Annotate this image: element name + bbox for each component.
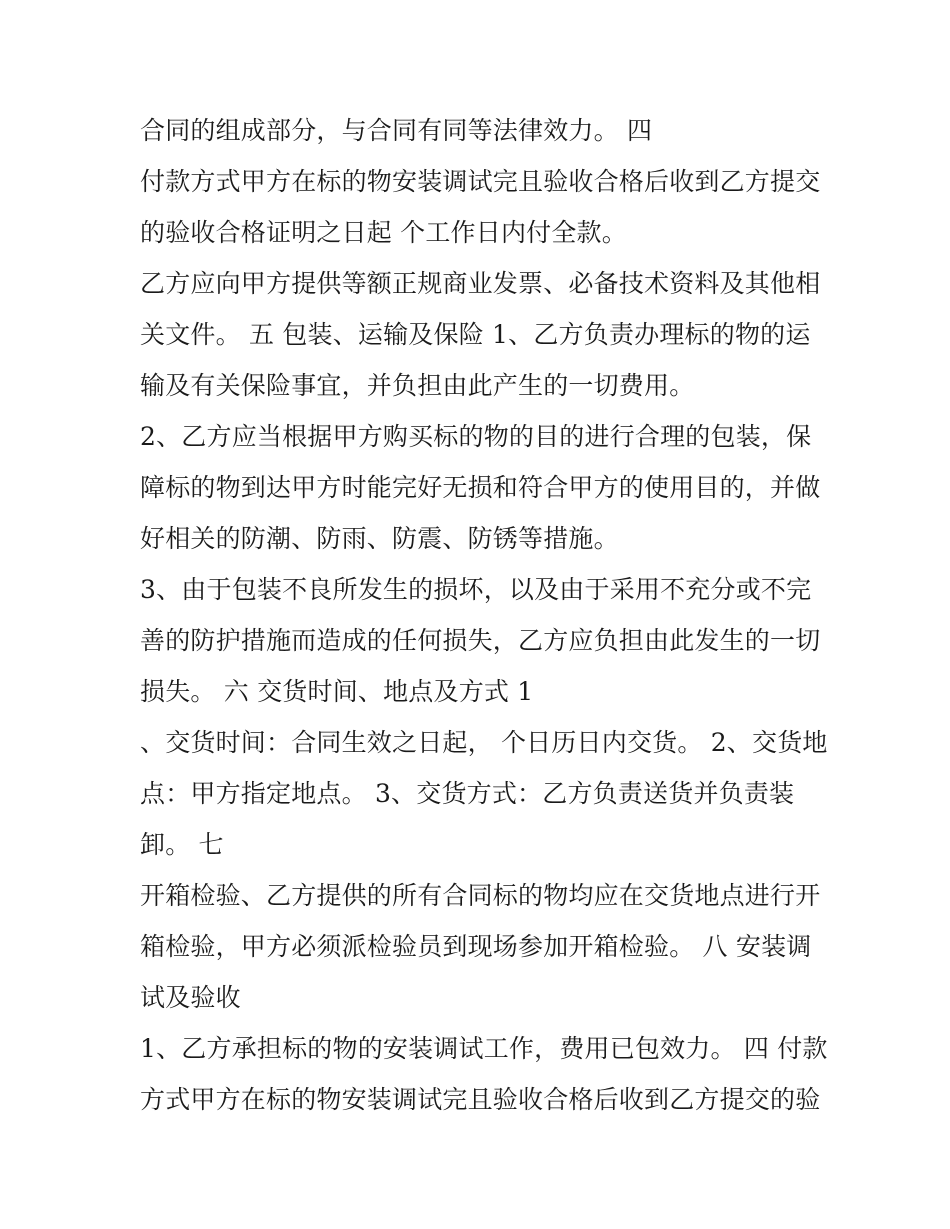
text-line: 方式甲方在标的物安装调试完且验收合格后收到乙方提交的验 [140, 1085, 821, 1114]
text-line: 卸。 七 [140, 830, 224, 859]
text-line: 2、乙方应当根据甲方购买标的物的目的进行合理的包装，保 [140, 422, 812, 451]
text-line: 损失。 六 交货时间、地点及方式 1 [140, 677, 534, 706]
text-line: 的验收合格证明之日起 个工作日内付全款。 [140, 218, 627, 247]
text-line: 点：甲方指定地点。 3、交货方式：乙方负责送货并负责装 [140, 779, 795, 808]
text-line: 好相关的防潮、防雨、防震、防锈等措施。 [140, 524, 619, 553]
text-line: 关文件。 五 包装、运输及保险 1、乙方负责办理标的物的运 [140, 320, 811, 349]
text-line: 乙方应向甲方提供等额正规商业发票、必备技术资料及其他相 [140, 269, 821, 298]
text-line: 输及有关保险事宜，并负担由此产生的一切费用。 [140, 371, 695, 400]
text-line: 箱检验，甲方必须派检验员到现场参加开箱检验。 八 安装调 [140, 932, 812, 961]
document-body [140, 105, 830, 1125]
text-line: 1、乙方承担标的物的安装调试工作，费用已包效力。 四 付款 [140, 1034, 828, 1063]
text-line: 、交货时间：合同生效之日起， 个日历日内交货。 2、交货地 [140, 728, 828, 757]
text-line: 善的防护措施而造成的任何损失，乙方应负担由此发生的一切 [140, 626, 821, 655]
text-line: 付款方式甲方在标的物安装调试完且验收合格后收到乙方提交 [140, 167, 821, 196]
text-line: 开箱检验、乙方提供的所有合同标的物均应在交货地点进行开 [140, 881, 821, 910]
text-line: 试及验收 [140, 983, 241, 1012]
text-line: 3、由于包装不良所发生的损坏，以及由于采用不充分或不完 [140, 575, 812, 604]
text-line: 合同的组成部分，与合同有同等法律效力。 四 [140, 116, 653, 145]
text-line: 障标的物到达甲方时能完好无损和符合甲方的使用目的，并做 [140, 473, 821, 502]
